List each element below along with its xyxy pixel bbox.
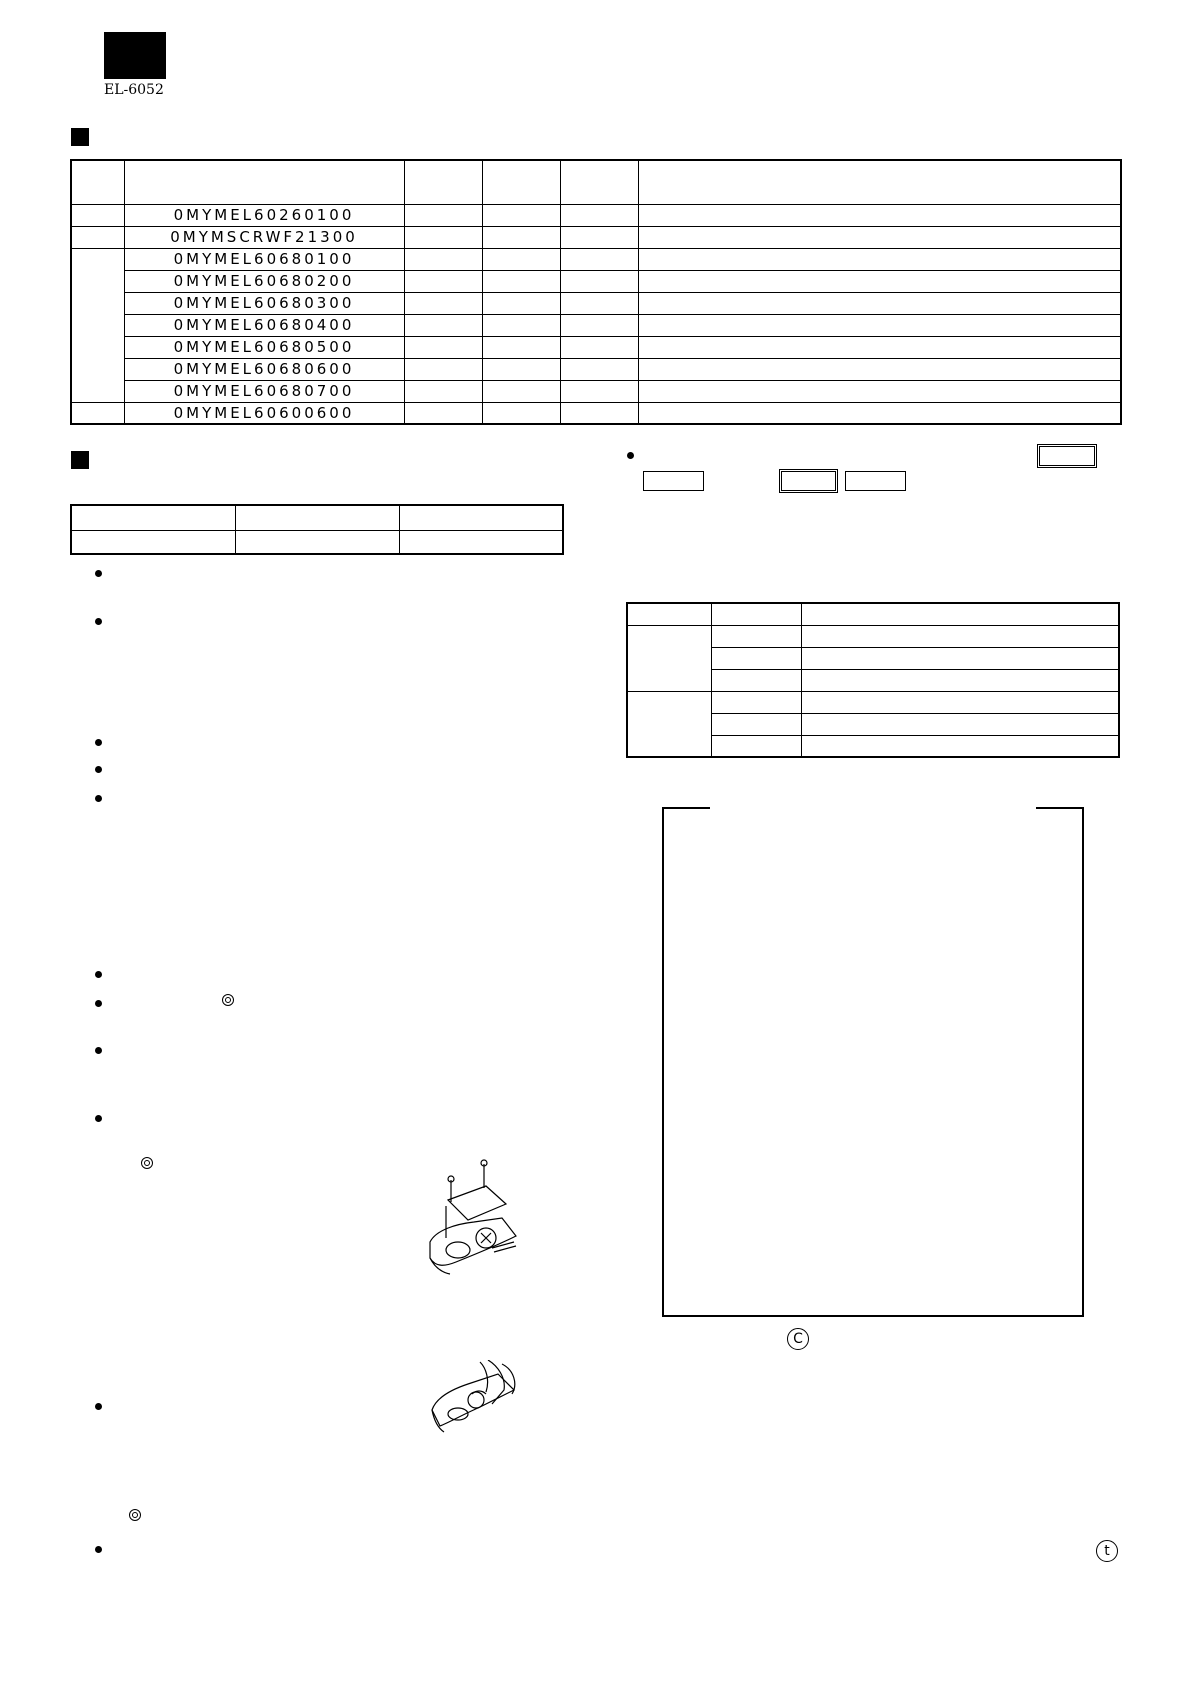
keytop-icon <box>845 471 906 491</box>
bullet <box>95 971 102 978</box>
part-number: 0MYMEL60680400 <box>124 314 404 336</box>
parts-table-header-row <box>71 160 1121 204</box>
part-number: 0MYMEL60260100 <box>124 204 404 226</box>
table-row <box>71 380 1121 402</box>
table-row <box>71 358 1121 380</box>
double-circle-icon <box>141 1157 153 1169</box>
spec-table <box>70 504 564 555</box>
frame-title-gap <box>710 803 1036 811</box>
table-row <box>71 292 1121 314</box>
table-row <box>71 270 1121 292</box>
bullet <box>95 1546 102 1553</box>
table-row <box>71 248 1121 270</box>
table-row <box>71 336 1121 358</box>
bullet <box>95 1000 102 1007</box>
part-number: 0MYMEL60680200 <box>124 270 404 292</box>
table-row <box>71 505 563 530</box>
part-number: 0MYMEL60680600 <box>124 358 404 380</box>
bullet <box>95 1403 102 1410</box>
bullet <box>95 1047 102 1054</box>
part-number: 0MYMEL60680100 <box>124 248 404 270</box>
part-number: 0MYMEL60600600 <box>124 402 404 424</box>
table-row <box>71 314 1121 336</box>
keytop-icon <box>1037 444 1097 468</box>
bullet <box>95 1115 102 1122</box>
table-row <box>71 226 1121 248</box>
table-row <box>71 402 1121 424</box>
model-number: EL-6052 <box>104 82 164 98</box>
copyright-icon: C <box>787 1328 809 1350</box>
part-number: 0MYMSCRWF21300 <box>124 226 404 248</box>
bullet <box>95 618 102 625</box>
table-row <box>627 603 1119 625</box>
battery-removal-illustration <box>428 1360 518 1438</box>
keytop-icon <box>779 469 838 493</box>
bullet <box>95 766 102 773</box>
bullet <box>627 452 634 459</box>
double-circle-icon <box>222 994 234 1006</box>
bullet <box>95 795 102 802</box>
section-marker-specs <box>71 451 89 469</box>
part-number: 0MYMEL60680500 <box>124 336 404 358</box>
table-row <box>627 691 1119 713</box>
parts-table <box>70 159 1122 425</box>
table-row <box>627 625 1119 647</box>
keytop-icon <box>643 471 704 491</box>
table-row <box>71 530 563 554</box>
part-number: 0MYMEL60680700 <box>124 380 404 402</box>
section-marker-parts <box>71 128 89 146</box>
double-circle-icon <box>129 1509 141 1521</box>
bullet <box>95 739 102 746</box>
display-frame <box>662 807 1084 1317</box>
brand-logo-block <box>104 32 166 79</box>
circled-t-icon: t <box>1096 1540 1118 1562</box>
battery-cover-screws-illustration <box>426 1158 520 1276</box>
bullet <box>95 570 102 577</box>
table-row <box>71 204 1121 226</box>
part-number: 0MYMEL60680300 <box>124 292 404 314</box>
setting-table <box>626 602 1120 758</box>
